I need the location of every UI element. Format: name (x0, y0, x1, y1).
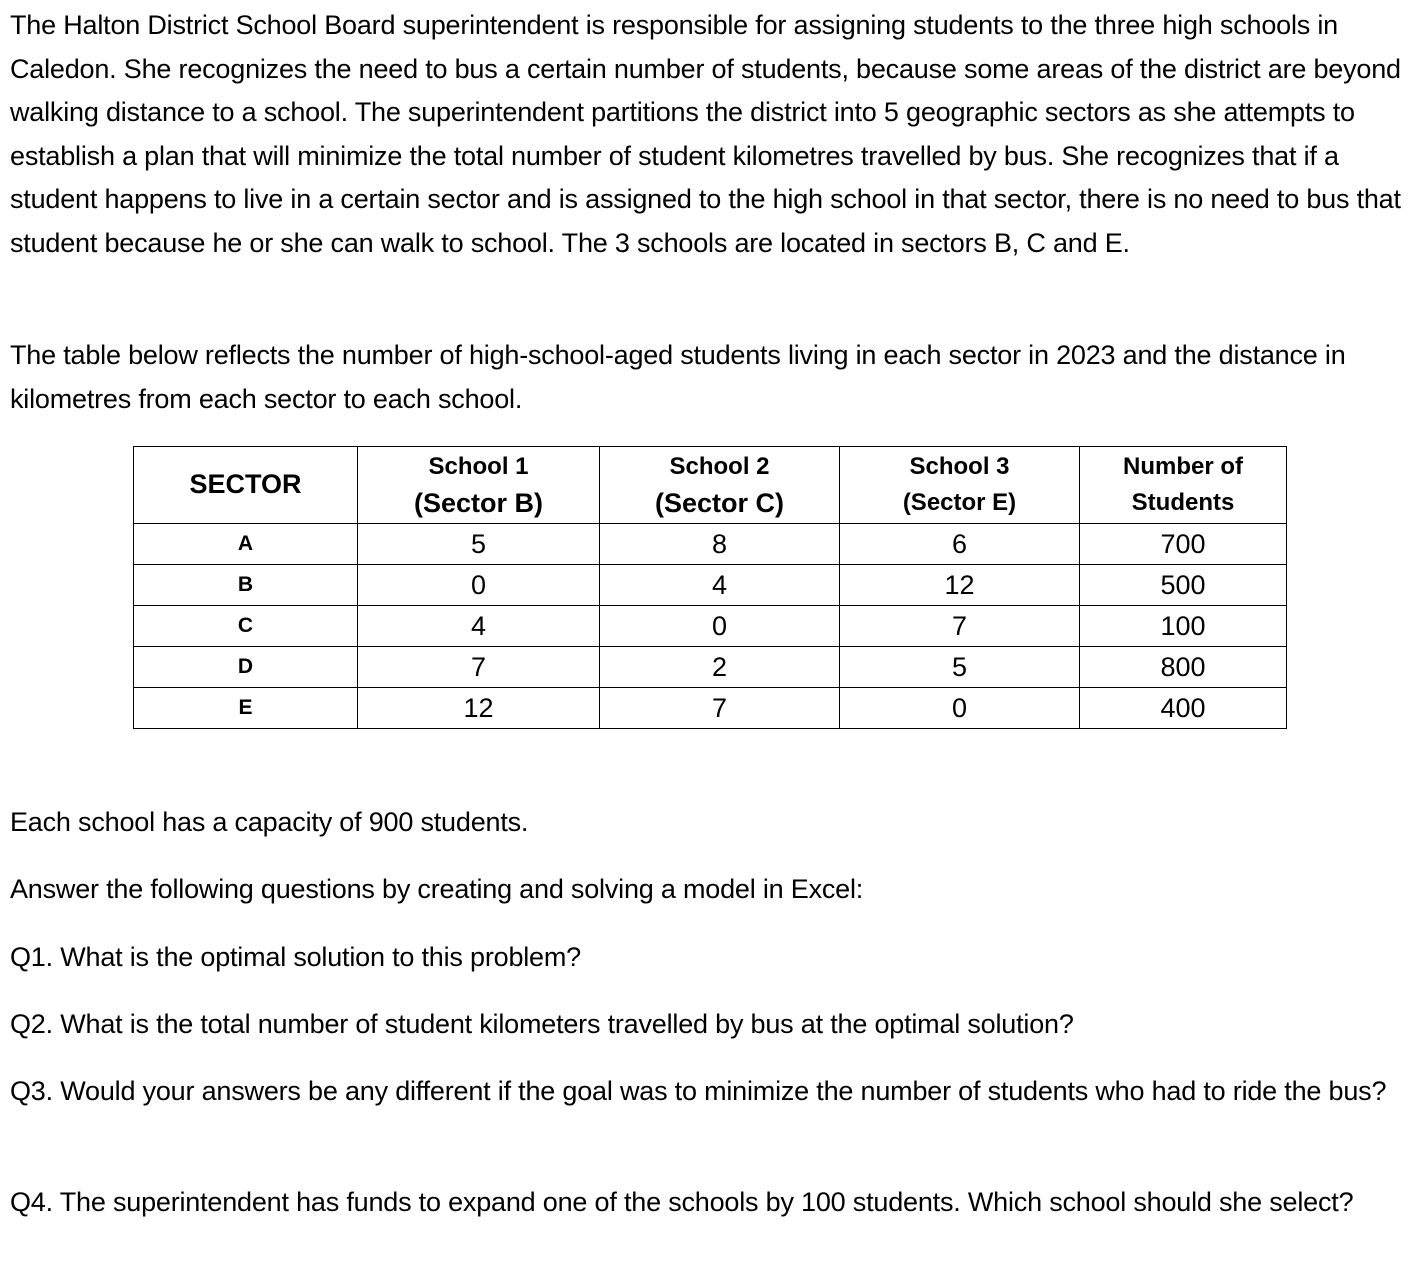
sector-cell: B (134, 565, 358, 606)
table-row (134, 565, 1287, 606)
school-1-distance-cell: 7 (358, 647, 600, 688)
header-school-2-name: School 2 (669, 453, 770, 480)
school-3-distance-cell: 7 (840, 606, 1080, 647)
table-row (134, 647, 1287, 688)
header-school-1-name: School 1 (428, 453, 529, 480)
school-2-distance-cell: 2 (600, 647, 840, 688)
school-1-distance-cell: 12 (358, 688, 600, 729)
intro-paragraph: The Halton District School Board superintendent is responsible for assigning students to the three high schools in Caledon. She recognizes the need to bus a certain number of students, because some areas of the district are beyond walking distance to a school. The superintendent partitions the district into 5 geographic sectors as she attempts to establish a plan that will minimize the total number of student kilometres travelled by bus. She recognizes that if a student happens to live in a certain sector and is assigned to the high school in that sector, there is no need to bus that student because he or she can walk to school. The 3 schools are located in sectors B, C and E. (10, 10, 1401, 258)
header-school-3-name: School 3 (909, 453, 1010, 480)
header-students-line2: Students (1131, 489, 1235, 516)
school-3-distance-cell: 12 (840, 565, 1080, 606)
table-row (134, 688, 1287, 729)
question-1: Q1. What is the optimal solution to this problem? (10, 942, 581, 972)
instruction-statement: Answer the following questions by creating and solving a model in Excel: (10, 874, 864, 904)
header-number-of-students (1080, 447, 1287, 524)
table-header-row (134, 447, 1287, 524)
school-2-distance-cell: 0 (600, 606, 840, 647)
school-3-distance-cell: 0 (840, 688, 1080, 729)
table-row (134, 524, 1287, 565)
school-3-distance-cell: 5 (840, 647, 1080, 688)
sector-cell: A (134, 524, 358, 565)
header-school-3-sector: (Sector E) (902, 489, 1017, 516)
sector-cell: E (134, 688, 358, 729)
question-2: Q2. What is the total number of student kilometers travelled by bus at the optimal solution? (10, 1009, 1074, 1039)
students-cell: 100 (1080, 606, 1287, 647)
table-intro-paragraph: The table below reflects the number of high-school-aged students living in each sector in 2023 and the distance in kilometres from each sector to each school. (10, 340, 1346, 414)
header-school-1 (358, 447, 600, 524)
school-3-distance-cell: 6 (840, 524, 1080, 565)
header-school-2 (600, 447, 840, 524)
school-1-distance-cell: 4 (358, 606, 600, 647)
distance-table (133, 446, 1287, 729)
header-sector: SECTOR (134, 447, 358, 524)
question-4: Q4. The superintendent has funds to expand one of the schools by 100 students. Which school should she select? (10, 1187, 1354, 1217)
table-row (134, 606, 1287, 647)
students-cell: 500 (1080, 565, 1287, 606)
sector-cell: C (134, 606, 358, 647)
school-2-distance-cell: 7 (600, 688, 840, 729)
students-cell: 700 (1080, 524, 1287, 565)
header-school-1-sector: (Sector B) (413, 488, 543, 518)
students-cell: 400 (1080, 688, 1287, 729)
header-students-line1: Number of (1123, 453, 1243, 480)
header-school-2-sector: (Sector C) (654, 488, 784, 518)
question-3: Q3. Would your answers be any different if the goal was to minimize the number of students who had to ride the bus? (10, 1076, 1387, 1106)
school-2-distance-cell: 4 (600, 565, 840, 606)
header-school-3 (840, 447, 1080, 524)
sector-cell: D (134, 647, 358, 688)
school-1-distance-cell: 5 (358, 524, 600, 565)
school-2-distance-cell: 8 (600, 524, 840, 565)
capacity-statement: Each school has a capacity of 900 students. (10, 807, 529, 837)
students-cell: 800 (1080, 647, 1287, 688)
school-1-distance-cell: 0 (358, 565, 600, 606)
